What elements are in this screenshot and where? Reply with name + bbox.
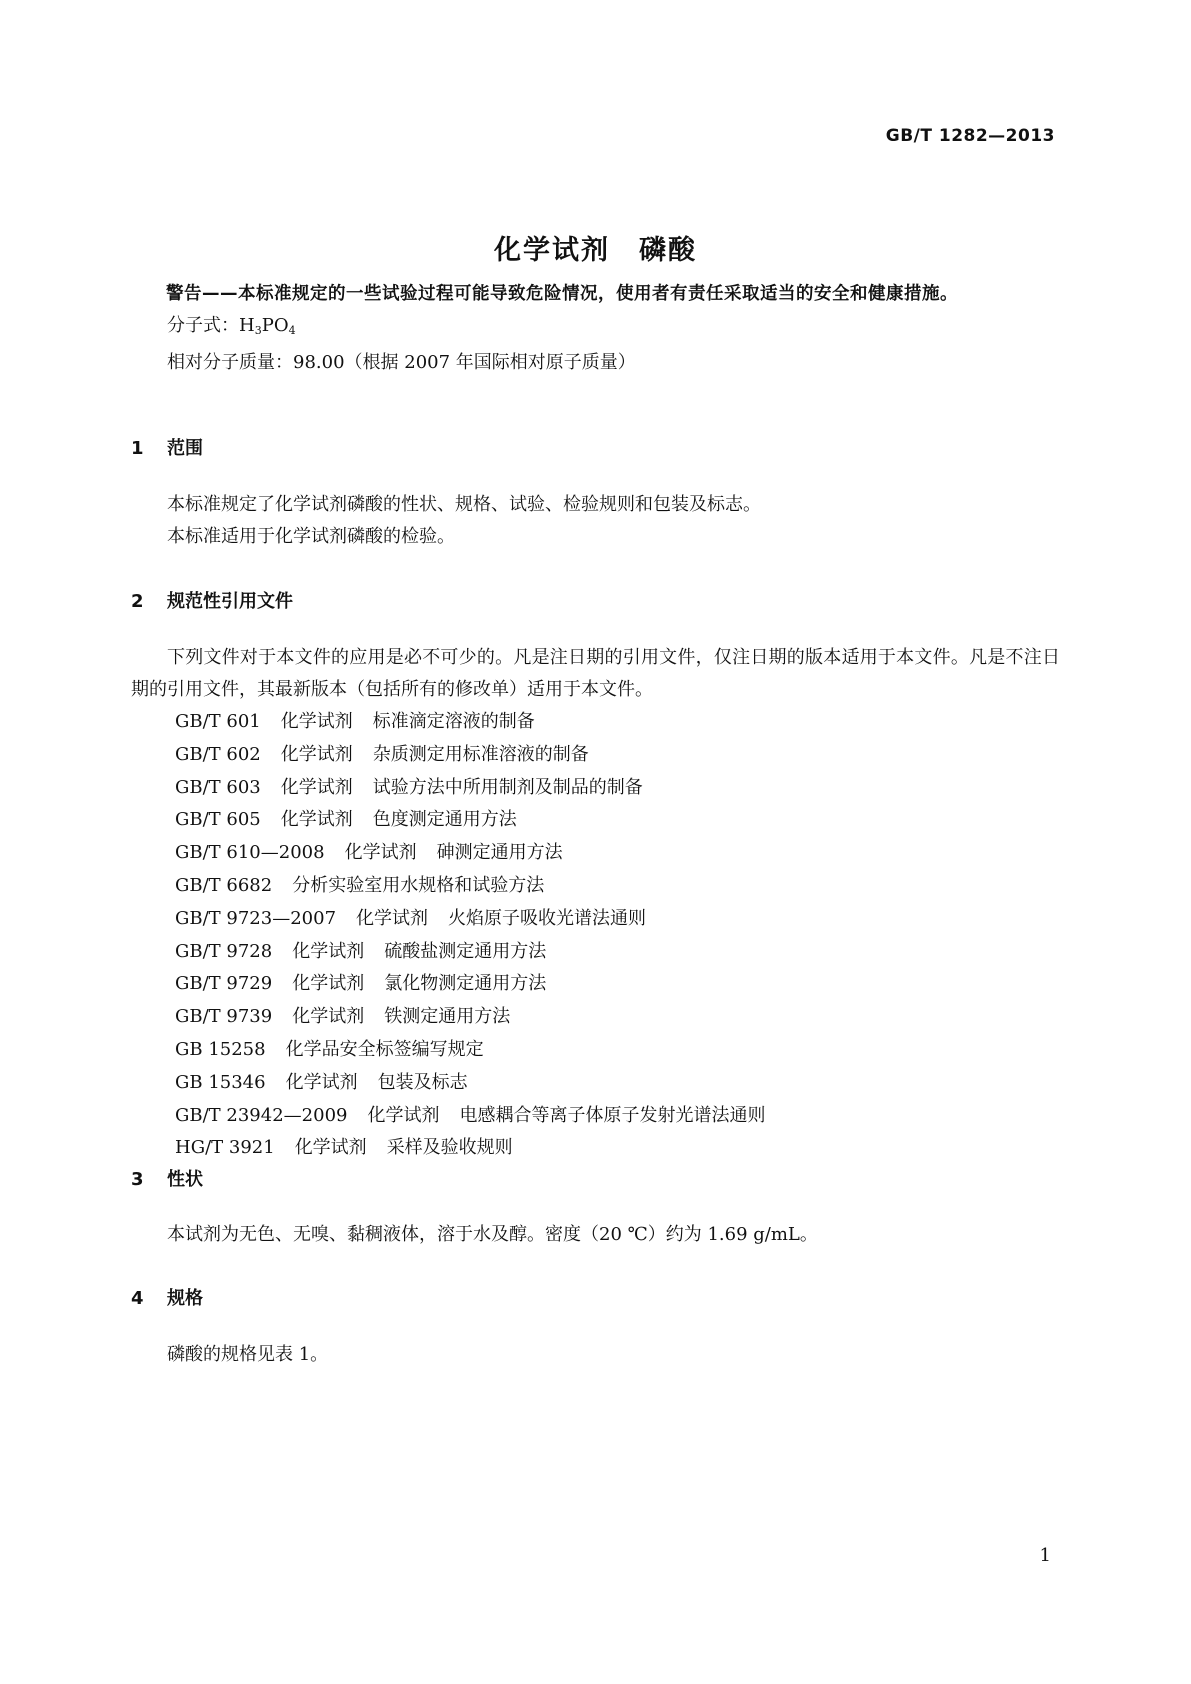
reference-desc: 火焰原子吸收光谱法通则: [448, 907, 647, 929]
section-title: 规格: [167, 1288, 203, 1309]
formula-po: PO: [261, 315, 289, 336]
scope-paragraph: 本标准规定了化学试剂磷酸的性状、规格、试验、检验规则和包装及标志。: [167, 494, 761, 515]
reference-title: 化学试剂: [344, 842, 417, 864]
formula-label: 分子式：: [167, 315, 239, 336]
reference-item: [175, 772, 765, 805]
reference-title: 化学试剂: [294, 1137, 367, 1159]
reference-item: [175, 968, 765, 1001]
reference-item: [175, 804, 765, 837]
reference-list: [175, 706, 765, 1165]
section-heading-scope: [131, 434, 203, 460]
section-heading-normative-references: [131, 587, 293, 613]
reference-desc: 采样及验收规则: [386, 1137, 513, 1159]
properties-paragraph: 本试剂为无色、无嗅、黏稠液体，溶于水及醇。密度（20 ℃）约为 1.69 g/mL。: [167, 1224, 818, 1245]
reference-code: GB 15258: [175, 1038, 266, 1060]
section-number: 4: [131, 1288, 144, 1309]
section-number: 3: [131, 1169, 144, 1190]
reference-desc: 包装及标志: [377, 1071, 468, 1093]
reference-item: [175, 870, 765, 903]
reference-desc: 氯化物测定通用方法: [384, 973, 547, 995]
reference-title: 化学试剂: [367, 1104, 440, 1126]
section-heading-specifications: [131, 1284, 203, 1310]
reference-title: 化学试剂: [280, 809, 353, 831]
reference-desc: 标准滴定溶液的制备: [372, 711, 535, 732]
reference-title: 分析实验室用水规格和试验方法: [292, 874, 545, 896]
warning-text: 警告——本标准规定的一些试验过程可能导致危险情况，使用者有责任采取适当的安全和健康措施。: [166, 284, 958, 304]
reference-code: GB/T 23942—2009: [175, 1104, 348, 1126]
section-heading-properties: [131, 1165, 203, 1191]
reference-title: 化学试剂: [285, 1071, 358, 1093]
section-number: 2: [131, 591, 144, 612]
section-title: 范围: [167, 438, 203, 459]
preamble: [131, 278, 1060, 379]
references-intro-paragraph: 下列文件对于本文件的应用是必不可少的。凡是注日期的引用文件，仅注日期的版本适用于本文件。凡是不注日期的引用文件，其最新版本（包括所有的修改单）适用于本文件。: [131, 647, 1060, 700]
reference-code: GB/T 9723—2007: [175, 907, 337, 929]
scope-body: [131, 489, 1060, 553]
reference-desc: 杂质测定用标准溶液的制备: [372, 743, 589, 765]
formula-h-subscript: 3: [254, 324, 262, 337]
reference-item: [175, 739, 765, 772]
references-intro: [131, 642, 1060, 706]
reference-item: [175, 903, 765, 936]
reference-item: [175, 1100, 765, 1133]
reference-desc: 电感耦合等离子体原子发射光谱法通则: [459, 1104, 766, 1126]
reference-title: 化学试剂: [292, 940, 365, 962]
specifications-body: [131, 1339, 1060, 1371]
specifications-paragraph: 磷酸的规格见表 1。: [167, 1344, 329, 1365]
reference-code: GB/T 601: [175, 711, 261, 732]
reference-item: [175, 837, 765, 870]
reference-code: GB/T 9728: [175, 940, 273, 962]
reference-item: [175, 1001, 765, 1034]
section-title: 规范性引用文件: [167, 591, 293, 612]
reference-desc: 试验方法中所用制剂及制品的制备: [372, 776, 643, 798]
reference-code: GB/T 6682: [175, 874, 273, 896]
reference-title: 化学试剂: [280, 776, 353, 798]
section-number: 1: [131, 438, 144, 459]
reference-item: [175, 1067, 765, 1100]
page-number: 1: [1039, 1545, 1051, 1566]
section-title: 性状: [167, 1169, 203, 1190]
reference-item: [175, 706, 765, 739]
reference-code: GB/T 605: [175, 809, 261, 831]
reference-desc: 硫酸盐测定通用方法: [384, 940, 547, 962]
reference-title: 化学品安全标签编写规定: [285, 1038, 484, 1060]
formula-h: H: [239, 315, 255, 336]
reference-title: 化学试剂: [292, 973, 365, 995]
reference-item: [175, 1034, 765, 1067]
scope-paragraph: 本标准适用于化学试剂磷酸的检验。: [167, 526, 455, 547]
reference-code: GB/T 602: [175, 743, 261, 765]
reference-item: [175, 936, 765, 969]
formula-po-subscript: 4: [288, 324, 296, 337]
molar-mass: 相对分子质量：98.00（根据 2007 年国际相对原子质量）: [167, 352, 636, 373]
reference-item: [175, 1132, 765, 1165]
reference-code: GB/T 9739: [175, 1006, 273, 1028]
standard-number: GB/T 1282—2013: [885, 126, 1055, 146]
properties-body: [131, 1219, 1060, 1251]
reference-code: GB/T 610—2008: [175, 842, 325, 864]
reference-code: GB 15346: [175, 1071, 266, 1093]
document-title: 化学试剂 磷酸: [494, 235, 697, 266]
reference-code: HG/T 3921: [175, 1137, 275, 1159]
reference-title: 化学试剂: [280, 711, 353, 732]
reference-code: GB/T 9729: [175, 973, 273, 995]
reference-desc: 铁测定通用方法: [384, 1006, 511, 1028]
reference-desc: 色度测定通用方法: [372, 809, 517, 831]
reference-title: 化学试剂: [292, 1006, 365, 1028]
reference-code: GB/T 603: [175, 776, 261, 798]
reference-desc: 砷测定通用方法: [436, 842, 563, 864]
reference-title: 化学试剂: [280, 743, 353, 765]
reference-title: 化学试剂: [356, 907, 429, 929]
molecular-formula: [131, 310, 1060, 347]
